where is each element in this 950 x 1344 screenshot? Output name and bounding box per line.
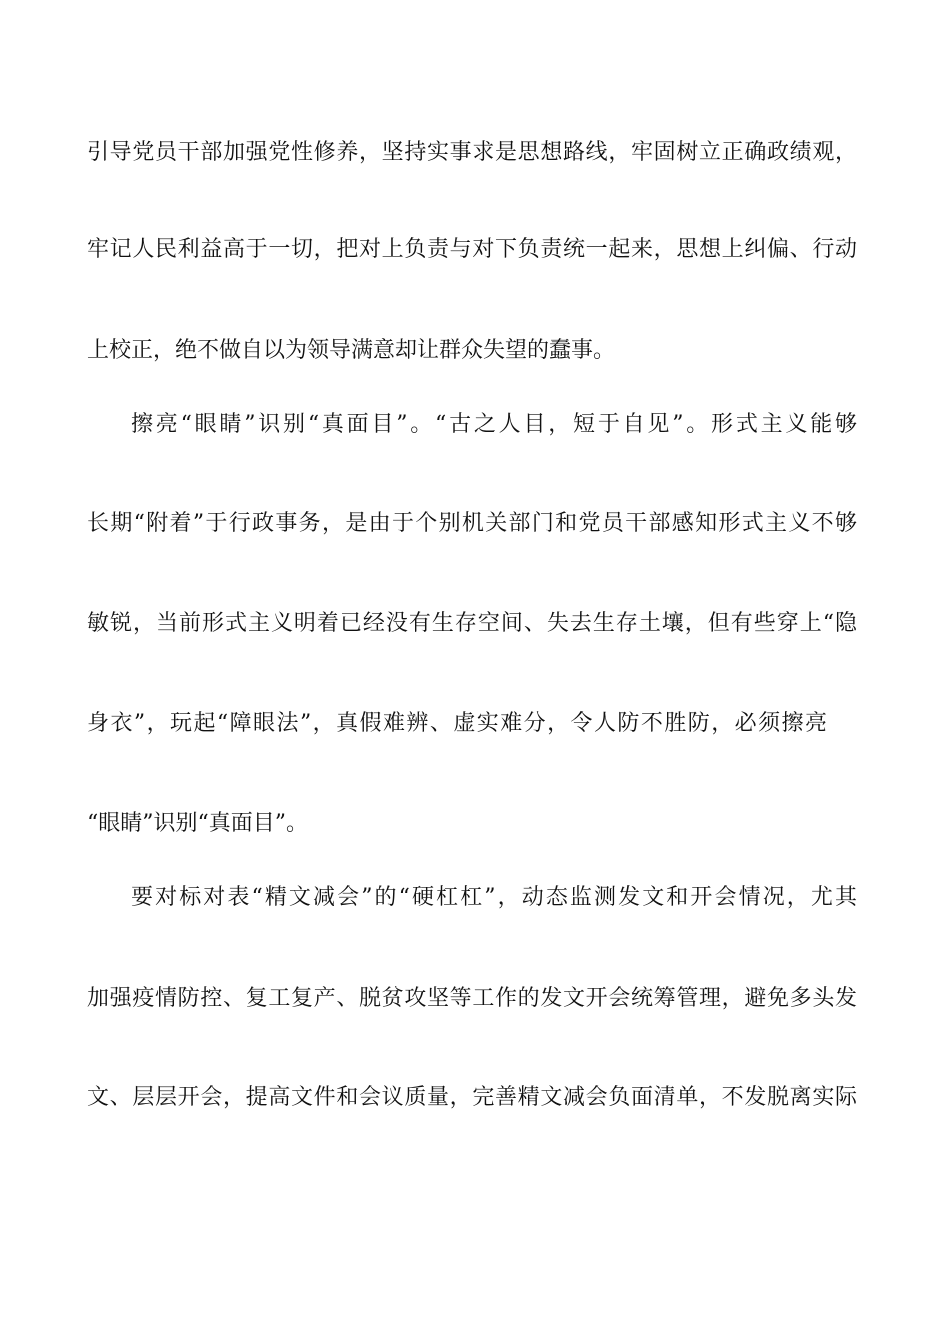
paragraph-first-line: 擦亮“眼睛”识别“真面目”。“古之人目，短于自见”。形式主义能够 — [131, 412, 857, 437]
text-line: 文、层层开会，提高文件和会议质量，完善精文减会负面清单，不发脱离实际 — [87, 1085, 857, 1110]
text-line: “眼睛”识别“真面目”。 — [87, 811, 308, 836]
text-line: 上校正，绝不做自以为领导满意却让群众失望的蠢事。 — [87, 338, 616, 363]
text-line: 身衣”，玩起“障眼法”，真假难辨、虚实难分，令人防不胜防，必须擦亮 — [87, 711, 827, 736]
text-line: 加强疫情防控、复工复产、脱贫攻坚等工作的发文开会统筹管理，避免多头发 — [87, 986, 857, 1011]
paragraph-first-line: 要对标对表“精文减会”的“硬杠杠”，动态监测发文和开会情况，尤其 — [131, 885, 857, 910]
text-line: 牢记人民利益高于一切，把对上负责与对下负责统一起来，思想上纠偏、行动 — [87, 237, 857, 262]
text-line: 长期“附着”于行政事务，是由于个别机关部门和党员干部感知形式主义不够 — [87, 511, 857, 536]
text-line: 敏锐，当前形式主义明着已经没有生存空间、失去生存土壤，但有些穿上“隐 — [87, 611, 857, 636]
text-line: 引导党员干部加强党性修养，坚持实事求是思想路线，牢固树立正确政绩观， — [87, 140, 857, 165]
